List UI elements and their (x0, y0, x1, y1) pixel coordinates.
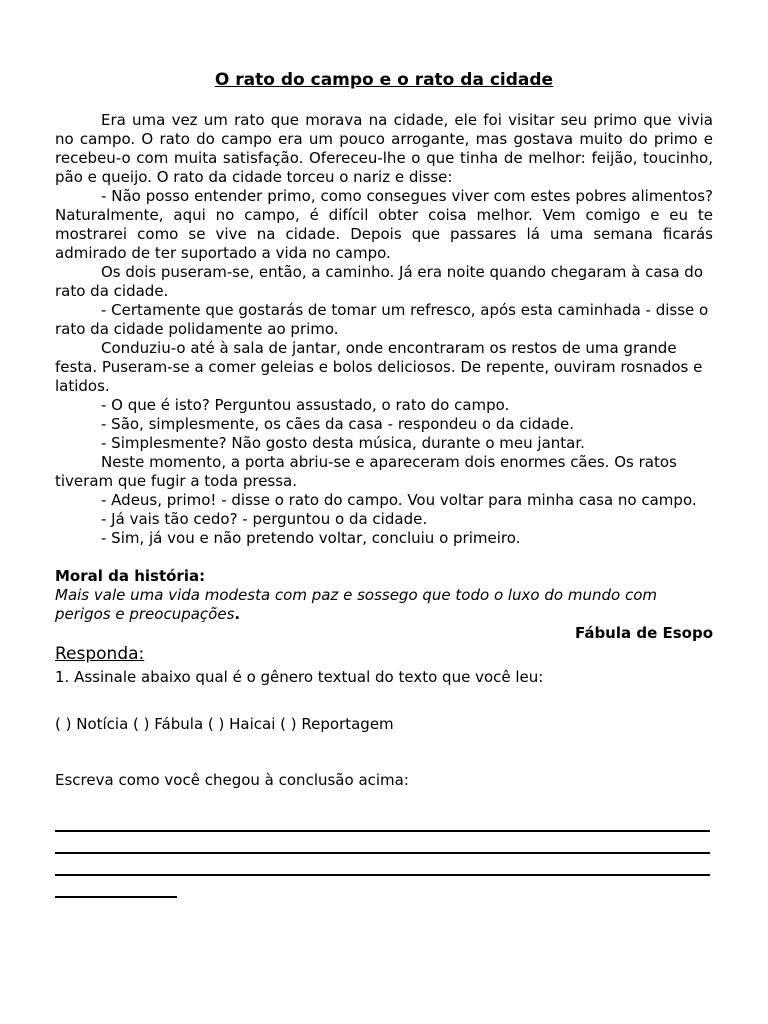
paragraph: Neste momento, a porta abriu-se e apareceram dois enormes cães. Os ratos tiveram que fugir a toda pressa. (55, 453, 677, 490)
moral-label: Moral da história: (55, 567, 206, 585)
paragraph: - O que é isto? Perguntou assustado, o rato do campo. (101, 396, 510, 414)
answer-line[interactable] (55, 876, 177, 898)
paragraph: - Adeus, primo! - disse o rato do campo. Vou voltar para minha casa no campo. (101, 491, 697, 509)
answer-options[interactable]: ( ) Notícia ( ) Fábula ( ) Haicai ( ) Reportagem (55, 715, 394, 733)
answer-lines[interactable] (55, 810, 713, 898)
spacer (55, 548, 713, 567)
answer-line[interactable] (55, 810, 710, 832)
paragraph: - Simplesmente? Não gosto desta música, durante o meu jantar. (101, 434, 585, 452)
paragraph: - Sim, já vou e não pretendo voltar, concluiu o primeiro. (101, 529, 521, 547)
moral-text (55, 586, 713, 624)
paragraph: - Já vais tão cedo? - perguntou o da cidade. (101, 510, 428, 528)
exercise-heading: Responda: (55, 644, 145, 664)
moral-period: . (234, 605, 241, 623)
source-credit: Fábula de Esopo (574, 624, 713, 642)
answer-line[interactable] (55, 832, 710, 854)
answer-line[interactable] (55, 854, 710, 876)
story-text (55, 111, 713, 548)
paragraph: - Não posso entender primo, como consegues viver com estes pobres alimentos? Naturalmente, aqui no campo, é difícil obter coisa melhor. Vem comigo e eu te mostrarei como se vive na cidade. Depois que passares lá uma semana ficarás admirado de ter suportado a vida no campo. (55, 187, 713, 262)
paragraph: Os dois puseram-se, então, a caminho. Já era noite quando chegaram à casa do rato da cidade. (55, 263, 704, 300)
paragraph: Conduziu-o até à sala de jantar, onde encontraram os restos de uma grande festa. Puseram-se a comer geleias e bolos deliciosos. De repente, ouviram rosnados e latidos. (55, 339, 703, 395)
paragraph: - Certamente que gostarás de tomar um refresco, após esta caminhada - disse o rato da cidade polidamente ao primo. (55, 301, 709, 338)
paragraph: Era uma vez um rato que morava na cidade, ele foi visitar seu primo que vivia no campo. O rato do campo era um pouco arrogante, mas gostava muito do primo e recebeu-o com muita satisfação. Ofereceu-lhe o que tinha de melhor: feijão, toucinho, pão e queijo. O rato da cidade torceu o nariz e disse: (55, 111, 713, 186)
page-title: O rato do campo e o rato da cidade (214, 70, 554, 90)
paragraph: - São, simplesmente, os cães da casa - respondeu o da cidade. (101, 415, 574, 433)
moral-sentence: Mais vale uma vida modesta com paz e sossego que todo o luxo do mundo com perigos e preocupações (55, 586, 657, 623)
writing-instruction: Escreva como você chegou à conclusão acima: (55, 771, 409, 789)
question-1: 1. Assinale abaixo qual é o gênero textual do texto que você leu: (55, 668, 544, 686)
